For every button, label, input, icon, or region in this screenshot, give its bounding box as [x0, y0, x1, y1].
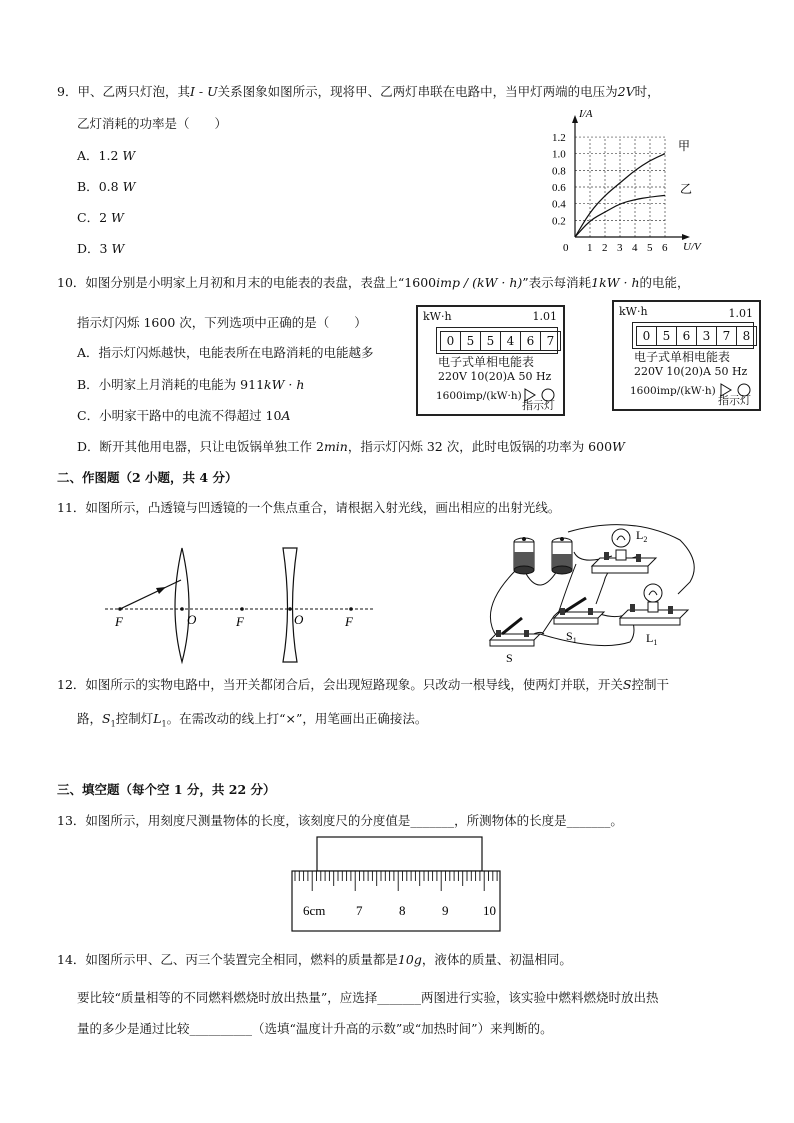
- iu-ticks: [552, 132, 668, 254]
- meter-lamp-label: 指示灯: [522, 399, 555, 412]
- section-2-heading: 二、作图题（2 小题，共 4 分）: [57, 470, 238, 485]
- q12-text-c: 路，: [77, 711, 103, 726]
- meter-digits: [441, 331, 561, 351]
- q12-s: S: [622, 677, 632, 692]
- q12-text-e: 。在需改动的线上打“×”，用笔画出正确接法。: [166, 711, 428, 726]
- opt-text: D．断开其他用电器，只让电饭锅单独工作 2: [77, 439, 324, 454]
- q12-s1: S: [102, 711, 111, 726]
- q12-text-a: 12．如图所示的实物电路中，当开关都闭合后，会出现短路现象。只改动一根导线，使两灯并联，开关: [57, 677, 623, 692]
- meter-digit: 6: [676, 326, 697, 346]
- meter-constant: 1600imp/(kW·h): [630, 385, 716, 397]
- label-l2: $L_2$: [636, 528, 648, 544]
- q9-text-a: 9．甲、乙两只灯泡，其: [57, 84, 190, 99]
- q9-option-b: [77, 179, 135, 194]
- q10-text-a: 10．如图分别是小明家上月初和月末的电能表的表盘，表盘上“1600: [57, 275, 437, 290]
- q14-line1: [57, 952, 572, 967]
- measured-object: [317, 837, 482, 871]
- y-axis-arrow: [572, 115, 578, 123]
- q10-option-d: [77, 439, 625, 454]
- iu-chart: [540, 105, 710, 255]
- ruler-diagram: [290, 835, 505, 935]
- x-tick-label: 5: [647, 242, 653, 254]
- q9-text-c: 时，: [634, 84, 660, 99]
- meter-spec: 220V 10(20)A 50 Hz: [438, 370, 552, 383]
- q10-unit-imp: imp / (kW · h): [436, 275, 523, 290]
- y-tick-label: 0.2: [552, 215, 566, 228]
- lens-diagram: [100, 540, 380, 670]
- opt-unit: W: [612, 439, 625, 454]
- y-tick-label: 0.6: [552, 182, 566, 195]
- q9-voltage: 2V: [617, 84, 635, 99]
- q9-option-d: [77, 241, 124, 256]
- y-tick-label: 0.8: [552, 165, 566, 178]
- opt-unit: W: [122, 179, 136, 194]
- x-tick-label: 4: [632, 242, 638, 254]
- q12-line1: [57, 677, 669, 692]
- ruler-body: [292, 871, 500, 931]
- optical-center: [180, 607, 184, 611]
- wire: [490, 570, 516, 638]
- energy-meter-end: [612, 300, 761, 411]
- label-l1: $L_1$: [646, 631, 658, 647]
- meter-title: 电子式单相电能表: [634, 350, 731, 364]
- q14-line3: 量的多少是通过比较__________（选填“温度计升高的示数”或“加热时间”）来判断的。: [77, 1021, 553, 1036]
- x-tick-label: 0: [563, 242, 569, 254]
- meter-constant: 1600imp/(kW·h): [436, 390, 522, 402]
- q9-line1: [57, 84, 660, 99]
- q14-line2: 要比较“质量相等的不同燃料燃烧时放出热量”，应选择_______两图进行实验，该实验中燃料燃烧时放出热: [77, 990, 659, 1005]
- ruler-label: 9: [442, 903, 449, 918]
- y-tick-label: 1.2: [552, 132, 566, 145]
- meter-digit: 0: [636, 326, 657, 346]
- q13-text: 13．如图所示，用刻度尺测量物体的长度，该刻度尺的分度值是_______，所测物体的长度是_______。: [57, 813, 623, 828]
- optical-center: [288, 607, 292, 611]
- curve-yi-label: 乙: [680, 182, 693, 196]
- opt-value: 2: [99, 210, 108, 225]
- opt-unit: kW · h: [264, 377, 305, 392]
- meter-digit: 6: [520, 331, 541, 351]
- q12-line2: [77, 711, 427, 729]
- q14-text-a: 14．如图所示甲、乙、丙三个装置完全相同，燃料的质量都是: [57, 952, 398, 967]
- ruler-label: 10: [483, 903, 496, 918]
- ruler-label: 8: [399, 903, 406, 918]
- q10-line1: [57, 275, 690, 290]
- opt-letter: A．: [77, 148, 99, 163]
- x-tick-label: 3: [617, 242, 623, 254]
- q9-line2: 乙灯消耗的功率是（ ）: [77, 116, 228, 131]
- focus-point: [240, 607, 244, 611]
- q12-l1-sub: 1: [161, 719, 167, 729]
- ruler-label: 7: [356, 903, 363, 918]
- convex-lens: [175, 548, 189, 662]
- label-o: O: [187, 612, 197, 627]
- bulb-l1-icon: [620, 584, 688, 625]
- meter-unit: kW·h: [619, 305, 648, 318]
- opt-letter: B．: [77, 179, 99, 194]
- y-axis-label: I/A: [579, 108, 593, 120]
- q10-option-b: [77, 377, 304, 392]
- y-tick-label: 0.4: [552, 198, 566, 211]
- q12-text-d: 控制灯: [115, 711, 154, 726]
- meter-version: 1.01: [728, 307, 753, 320]
- label-o: O: [294, 612, 304, 627]
- switch-s-icon: [490, 618, 540, 646]
- meter-display: [436, 327, 558, 354]
- curve-jia-label: 甲: [678, 139, 691, 153]
- incident-ray: [120, 580, 181, 609]
- opt-unit-min: min: [323, 439, 348, 454]
- battery-icon: [552, 537, 572, 574]
- q9-option-c: [77, 210, 124, 225]
- meter-unit: kW·h: [423, 310, 452, 323]
- x-tick-label: 6: [662, 242, 668, 254]
- meter-digit: 0: [440, 331, 461, 351]
- opt-text: C．小明家干路中的电流不得超过 10: [77, 408, 282, 423]
- opt-letter: D．: [77, 241, 100, 256]
- focus-point: [118, 607, 122, 611]
- q14-text-b: ，液体的质量、初温相同。: [421, 952, 572, 967]
- q12-l1: L: [153, 711, 162, 726]
- focus-point: [349, 607, 353, 611]
- circuit-diagram: [480, 522, 710, 667]
- ruler-label: 6cm: [303, 903, 326, 918]
- q11-text: 11．如图所示，凸透镜与凹透镜的一个焦点重合，请根据入射光线，画出相应的出射光线。: [57, 500, 561, 515]
- opt-letter: C．: [77, 210, 100, 225]
- q10-unit-kwh: 1kW · h: [591, 275, 640, 290]
- x-tick-label: 1: [587, 242, 593, 254]
- q10-text-c: 的电能，: [639, 275, 690, 290]
- label-s1: $S_1$: [566, 629, 577, 645]
- q12-s1-sub: 1: [110, 719, 116, 729]
- meter-digit: 7: [540, 331, 561, 351]
- x-tick-label: 2: [602, 242, 608, 254]
- q10-option-c: [77, 408, 290, 423]
- label-f: F: [115, 614, 123, 629]
- meter-title: 电子式单相电能表: [438, 355, 535, 369]
- meter-version: 1.01: [532, 310, 557, 323]
- opt-unit: W: [122, 148, 136, 163]
- x-axis-arrow: [682, 234, 690, 240]
- opt-value: 3: [99, 241, 108, 256]
- label-f: F: [236, 614, 244, 629]
- meter-digits: [637, 326, 757, 346]
- meter-digit: 3: [696, 326, 717, 346]
- q14-mass: 10g: [397, 952, 422, 967]
- meter-digit: 4: [500, 331, 521, 351]
- y-tick-label: 1.0: [552, 148, 566, 161]
- meter-lamp-label: 指示灯: [718, 394, 751, 407]
- ray-arrow-icon: [156, 587, 166, 594]
- concave-lens: [283, 548, 297, 662]
- opt-value: 0.8: [98, 179, 119, 194]
- meter-digit: 5: [460, 331, 481, 351]
- meter-digit: 7: [716, 326, 737, 346]
- opt-unit: W: [111, 210, 124, 225]
- q9-iu: I - U: [189, 84, 218, 99]
- meter-display: [632, 322, 754, 349]
- opt-text: B．小明家上月消耗的电能为 911: [77, 377, 265, 392]
- q10-line2: 指示灯闪烁 1600 次，下列选项中正确的是（ ）: [77, 315, 367, 330]
- opt-value: 1.2: [98, 148, 119, 163]
- meter-digit: 5: [480, 331, 501, 351]
- label-s: S: [506, 651, 513, 665]
- section-3-heading: 三、填空题（每个空 1 分，共 22 分）: [57, 782, 276, 797]
- x-axis-label: U/V: [683, 241, 701, 253]
- meter-digit: 8: [736, 326, 757, 346]
- energy-meter-start: [416, 305, 565, 416]
- q10-option-a: A．指示灯闪烁越快，电能表所在电路消耗的电能越多: [77, 345, 374, 360]
- meter-digit: 5: [656, 326, 677, 346]
- label-f: F: [345, 614, 353, 629]
- meter-spec: 220V 10(20)A 50 Hz: [634, 365, 748, 378]
- q9-option-a: [77, 148, 135, 163]
- q9-text-b: 关系图象如图所示，现将甲、乙两灯串联在电路中，当甲灯两端的电压为: [217, 84, 618, 99]
- q12-text-b: 控制干: [631, 677, 670, 692]
- battery-icon: [514, 537, 534, 574]
- opt-unit: A: [281, 408, 291, 423]
- opt-unit: W: [111, 241, 125, 256]
- q10-text-b: ”表示每消耗: [522, 275, 592, 290]
- opt-text-b: ，指示灯闪烁 32 次，此时电饭锅的功率为 600: [347, 439, 613, 454]
